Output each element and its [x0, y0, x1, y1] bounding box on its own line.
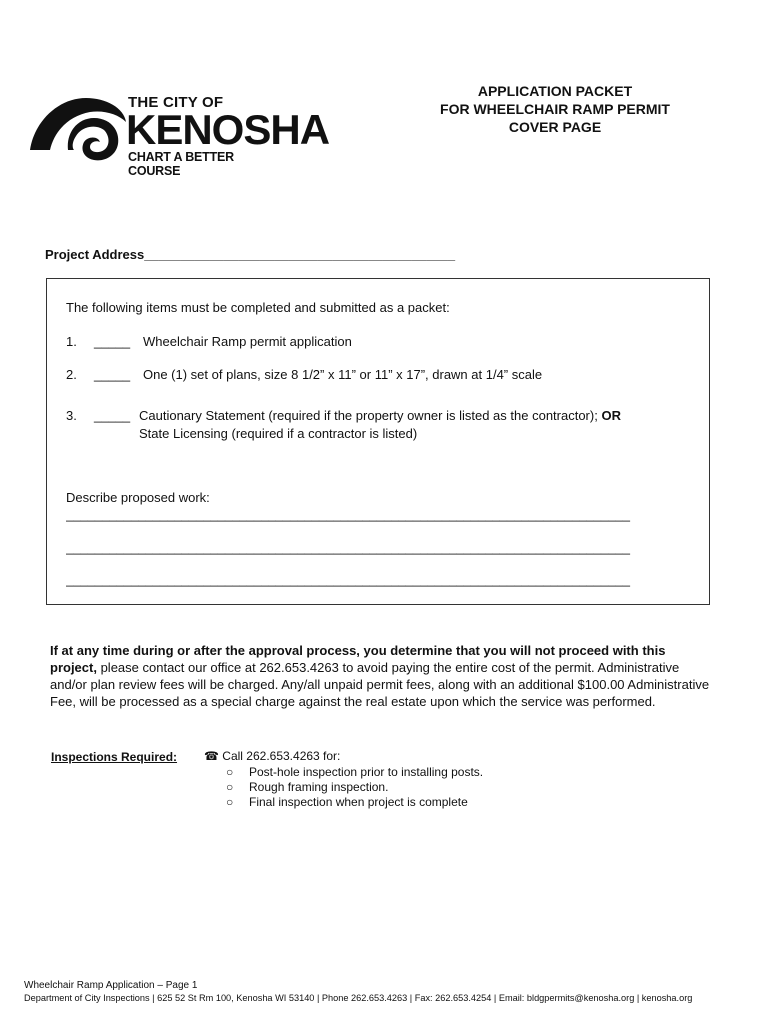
describe-work-label: Describe proposed work: [66, 490, 210, 505]
project-address-field[interactable] [45, 247, 455, 262]
notice-bold: If at any time during or after the approval process, you determine that you will not proceed with this project, [50, 643, 666, 675]
city-logo [28, 92, 330, 178]
item-3-checkbox-blank[interactable]: _____ [94, 408, 131, 423]
item-3-text-main: Cautionary Statement (required if the property owner is listed as the contractor); [139, 408, 598, 423]
describe-line-3[interactable]: ______________________________________________________________________________ [66, 572, 630, 587]
item-3-or: OR [601, 408, 621, 423]
wave-logo-icon [28, 92, 128, 168]
item-1-number: 1. [66, 334, 77, 349]
describe-line-1[interactable]: ______________________________________________________________________________ [66, 507, 630, 522]
item-3-text-line-2: State Licensing (required if a contractor is listed) [139, 426, 418, 441]
describe-line-2[interactable]: ______________________________________________________________________________ [66, 540, 630, 555]
item-1-text: Wheelchair Ramp permit application [143, 334, 352, 349]
title-line-3: COVER PAGE [508, 119, 602, 135]
item-2-text: One (1) set of plans, size 8 1/2” x 11” or 11” x 17”, drawn at 1/4” scale [143, 367, 543, 382]
item-3-text [139, 408, 621, 423]
bullet-icon: ○ [226, 765, 234, 779]
call-text: Call 262.653.4263 for: [222, 749, 341, 763]
inspections-label: Inspections Required: [51, 750, 178, 764]
checklist-intro: The following items must be completed and submitted as a packet: [66, 300, 450, 315]
footer-page-label: Wheelchair Ramp Application – Page 1 [24, 980, 198, 991]
inspection-item-3: Final inspection when project is complete [249, 795, 468, 809]
inspection-item-1: Post-hole inspection prior to installing posts. [249, 765, 484, 779]
notice-rest: please contact our office at 262.653.4263 to avoid paying the entire cost of the permit. Administrative and/or plan review fees will be charged. Any/all unpaid permit fees, along with an additional $100.00 Administrative Fee, will be processed as a special charge against the real estate upon which the service was performed. [50, 660, 710, 709]
call-line [204, 749, 340, 763]
bullet-icon: ○ [226, 780, 234, 794]
item-3-number: 3. [66, 408, 77, 423]
item-2-checkbox-blank[interactable]: _____ [94, 367, 131, 382]
title-line-1: APPLICATION PACKET [477, 83, 633, 99]
logo-line-1: THE CITY OF [128, 94, 224, 111]
footer-department-info: Department of City Inspections | 625 52 St Rm 100, Kenosha WI 53140 | Phone 262.653.4263 | Fax: 262.653.4254 | Email: bldgpermits@kenosha.org | kenosha.org [24, 993, 693, 1003]
project-address-label: Project Address [45, 247, 145, 262]
document-title [420, 82, 690, 136]
project-address-blank: ___________________________________________ [144, 247, 456, 262]
title-line-2: FOR WHEELCHAIR RAMP PERMIT [440, 101, 670, 117]
phone-icon: ☎ [204, 749, 219, 763]
cancellation-notice [50, 642, 710, 710]
item-2-number: 2. [66, 367, 77, 382]
logo-line-2: KENOSHA [126, 106, 330, 153]
checklist-box [46, 278, 710, 605]
bullet-icon: ○ [226, 795, 234, 809]
inspection-item-2: Rough framing inspection. [249, 780, 389, 794]
item-1-checkbox-blank[interactable]: _____ [94, 334, 131, 349]
logo-line-3: CHART A BETTER COURSE [128, 150, 234, 178]
